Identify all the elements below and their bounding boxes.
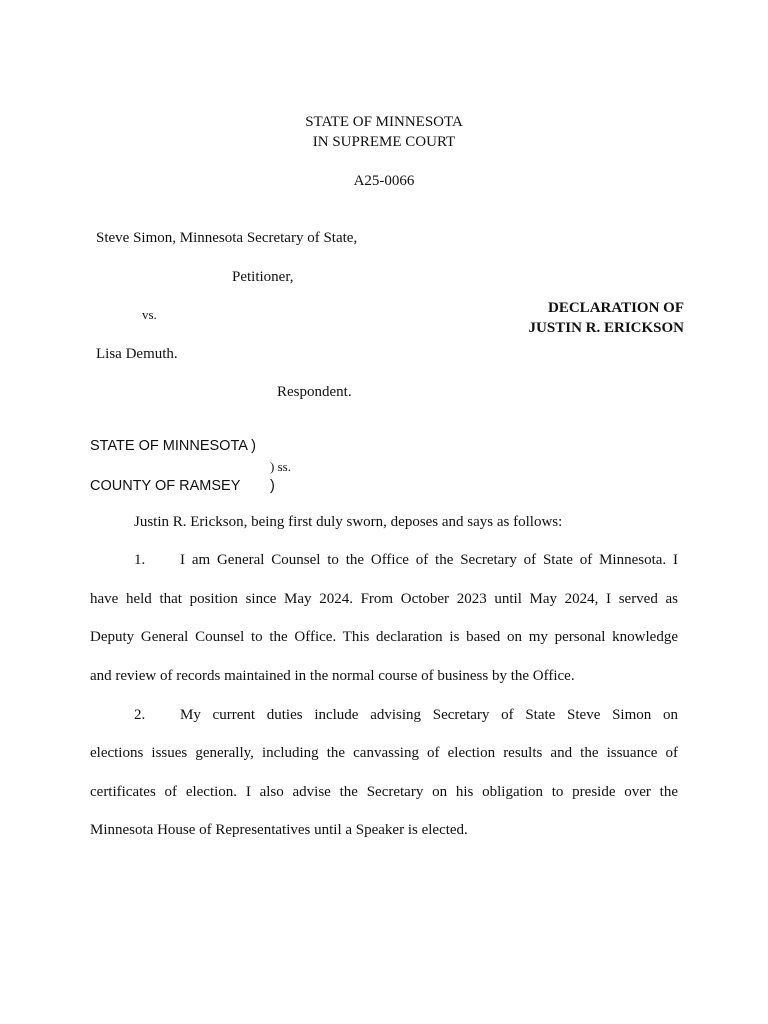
venue-county: COUNTY OF RAMSEY [90, 478, 241, 494]
paragraph-1-line-1: I am General Counsel to the Office of the Secretary of State of Minnesota. I [180, 552, 678, 568]
paragraph-2-number: 2. [134, 707, 146, 723]
petitioner-name: Steve Simon, Minnesota Secretary of State, [96, 230, 358, 246]
venue-county-paren: ) [270, 478, 275, 494]
paragraph-1-line-2: have held that position since May 2024. From October 2023 until May 2024, I served as [90, 591, 678, 607]
intro-statement: Justin R. Erickson, being first duly sworn, deposes and says as follows: [134, 514, 563, 530]
document-title-line1: DECLARATION OF [548, 300, 684, 316]
venue-state: STATE OF MINNESOTA ) [90, 438, 256, 454]
venue-ss: ) ss. [270, 459, 291, 474]
paragraph-1-number: 1. [134, 552, 146, 568]
respondent-name: Lisa Demuth. [96, 346, 178, 362]
petitioner-label: Petitioner, [232, 269, 294, 285]
document-title-line2: JUSTIN R. ERICKSON [528, 320, 684, 336]
caption-state: STATE OF MINNESOTA [305, 114, 463, 130]
caption-court: IN SUPREME COURT [312, 134, 456, 150]
paragraph-2-line-3: certificates of election. I also advise the Secretary on his obligation to preside over the [90, 784, 678, 800]
paragraph-2-line-4: Minnesota House of Representatives until a Speaker is elected. [90, 822, 468, 838]
paragraph-1-line-3: Deputy General Counsel to the Office. This declaration is based on my personal knowledge [90, 629, 678, 645]
paragraph-2-line-2: elections issues generally, including the canvassing of election results and the issuance of [90, 745, 678, 761]
case-number: A25-0066 [353, 173, 415, 189]
versus-label: vs. [142, 307, 157, 322]
respondent-label: Respondent. [277, 384, 352, 400]
paragraph-1-line-4: and review of records maintained in the normal course of business by the Office. [90, 668, 575, 684]
paragraph-2-line-1: My current duties include advising Secretary of State Steve Simon on [180, 707, 678, 723]
